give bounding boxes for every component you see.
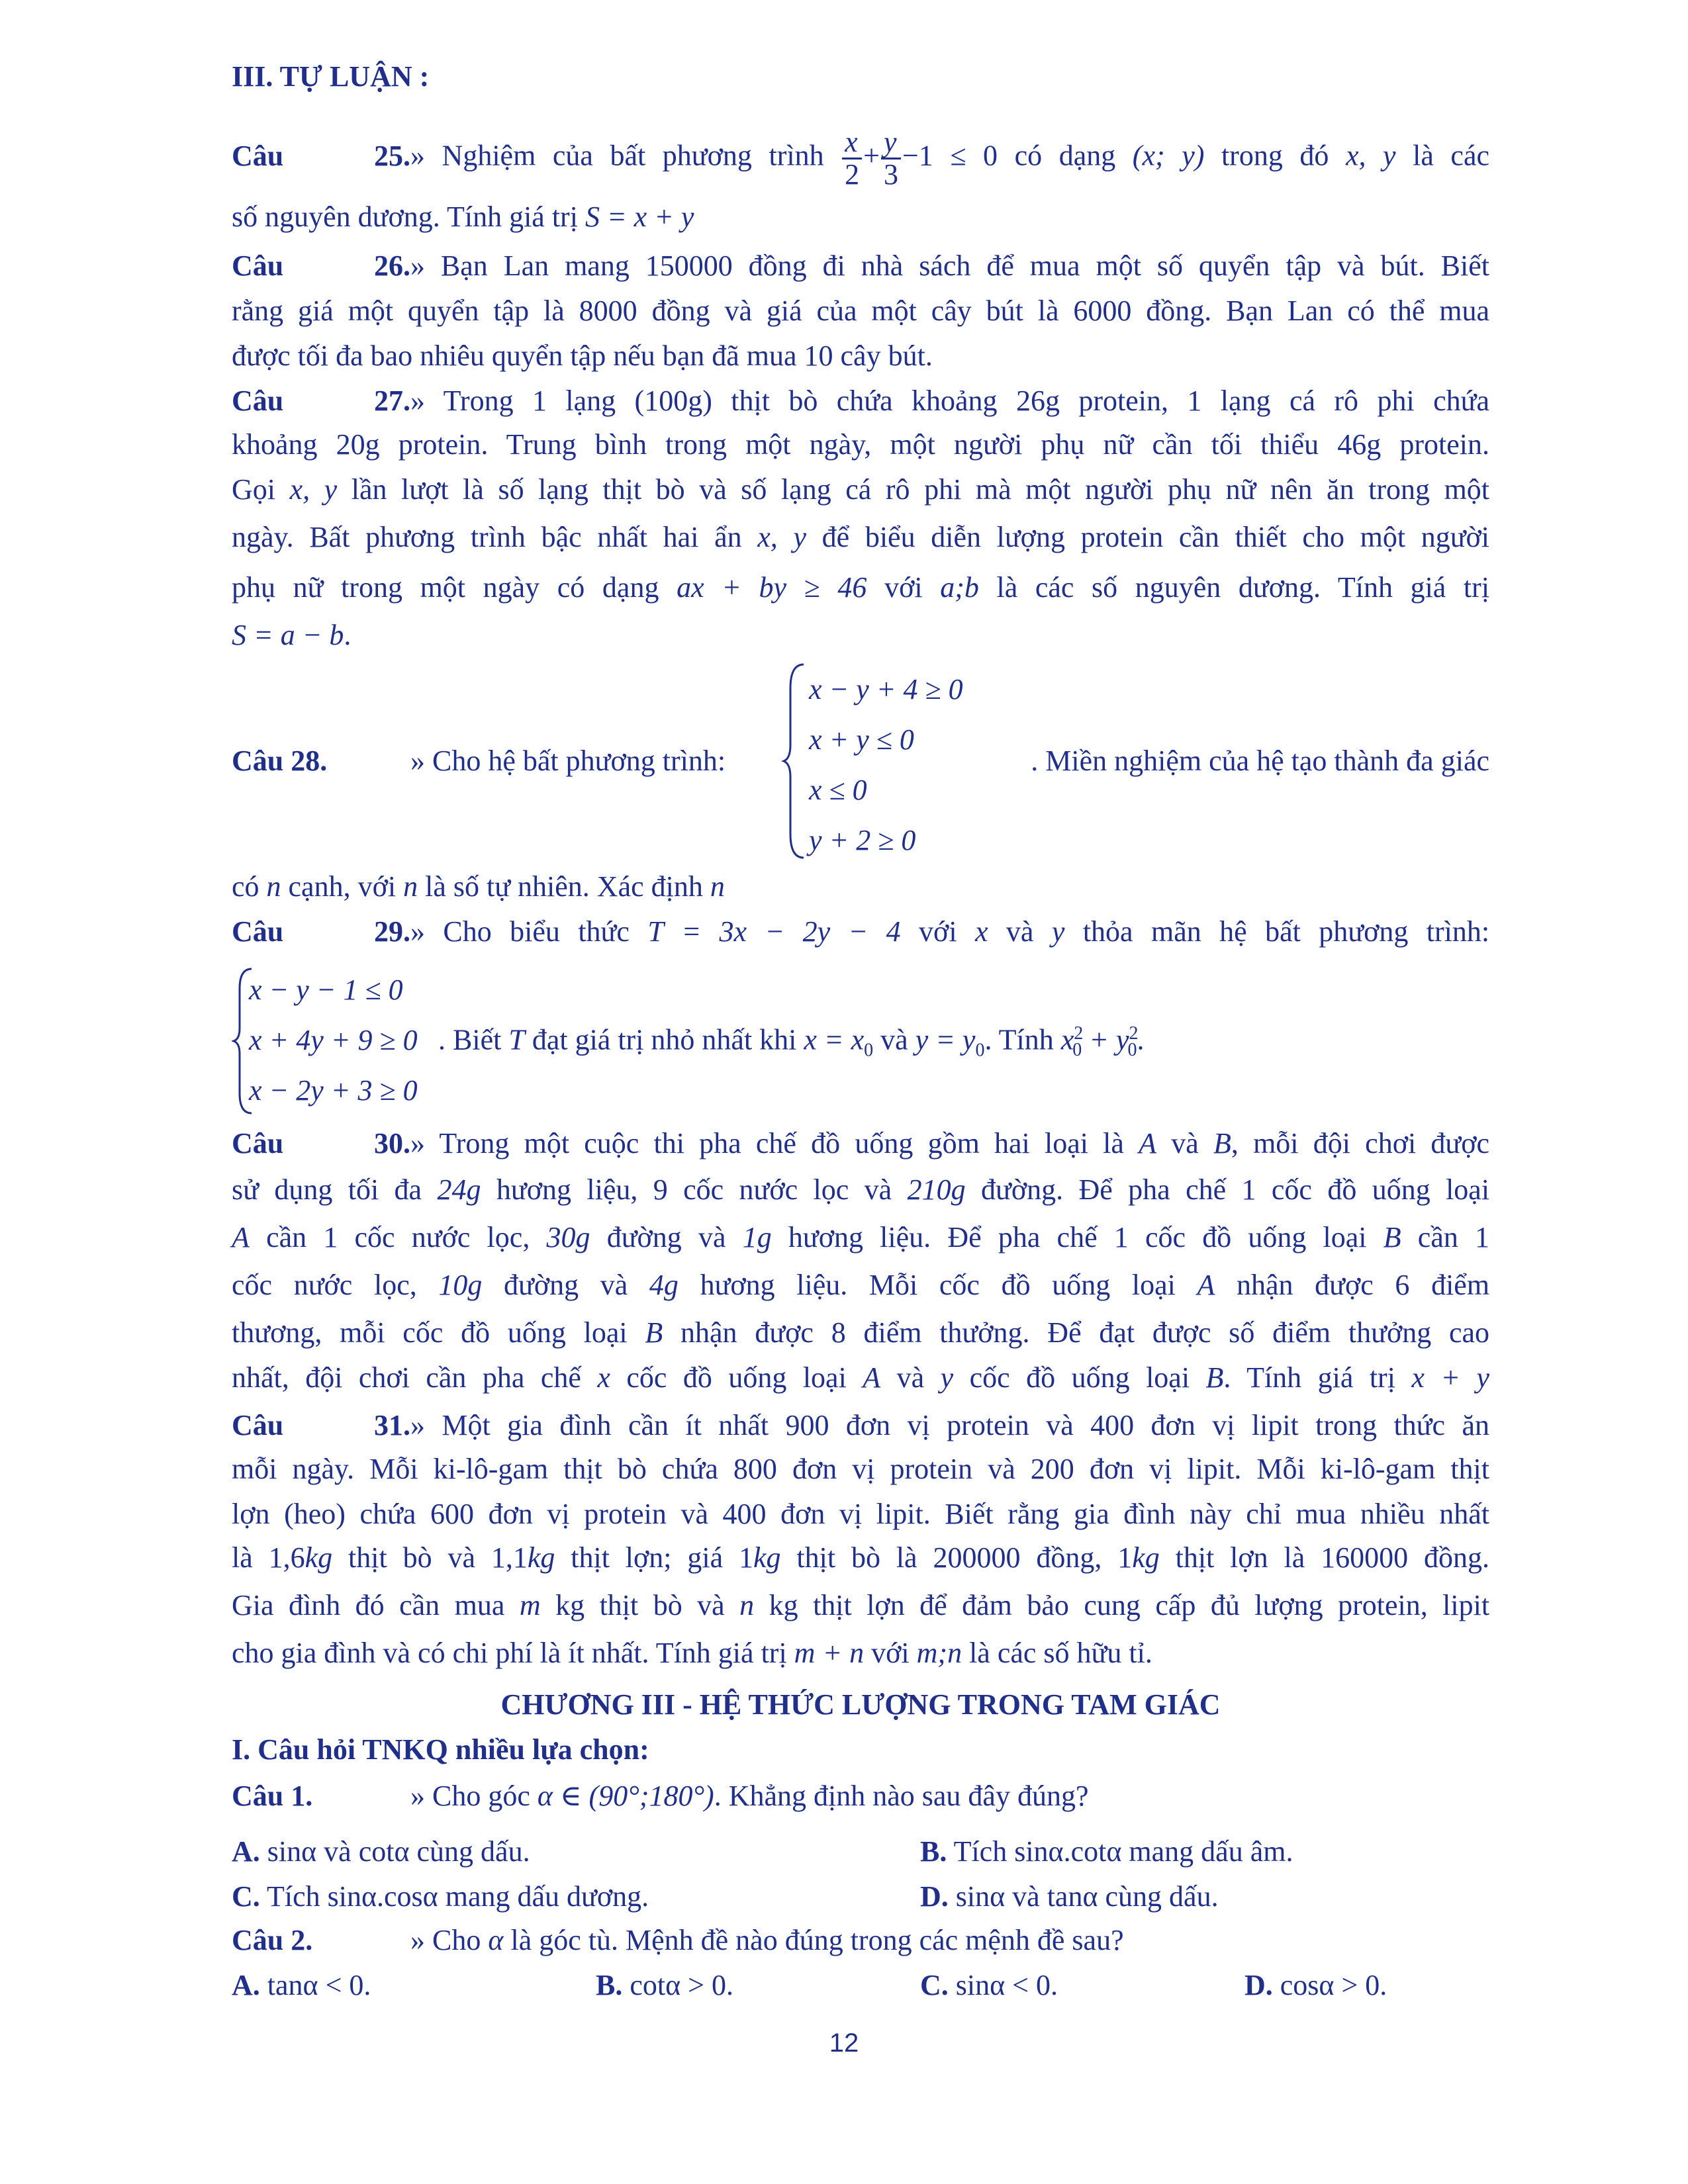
q30-line4: cốc nước lọc, 10g đường và 4g hương liệu. Mỗi cốc đồ uống loại A nhận được 6 điểm <box>232 1269 1490 1301</box>
mcq2-stem: Câu 2. » Cho α là góc tù. Mệnh đề nào đúng trong các mệnh đề sau? <box>232 1922 1489 1959</box>
q31-line6: cho gia đình và có chi phí là ít nhất. Tính giá trị m + n với m;n là các số hữu tỉ. <box>232 1637 1152 1669</box>
q30-line6: nhất, đội chơi cần pha chế x cốc đồ uống loại A và y cốc đồ uống loại B. Tính giá trị x + y <box>232 1361 1490 1394</box>
fraction-x-2: $\frac{x}{2}$ <box>842 127 862 190</box>
q27-line2: khoảng 20g protein. Trung bình trong một ngày, một người phụ nữ cần tối thiểu 46g protein. <box>232 428 1489 461</box>
mcq2-option-b: B. cotα > 0. <box>596 1969 733 2001</box>
q31-line2: mỗi ngày. Mỗi ki-lô-gam thịt bò chứa 800 đơn vị protein và 200 đơn vị lipit. Mỗi ki-lô-gam thịt <box>232 1453 1489 1485</box>
mcq1-option-d: D. sinα và tanα cùng dấu. <box>920 1880 1219 1913</box>
q27-line5: phụ nữ trong một ngày có dạng ax + by ≥ 46 với a;b là các số nguyên dương. Tính giá trị <box>232 571 1490 604</box>
q28-brace <box>781 662 808 860</box>
q26-line1: Câu 26.» Bạn Lan mang 150000 đồng đi nhà sách để mua một số quyển tập và bút. Biết <box>232 248 1489 285</box>
q29-label: Câu 29. <box>232 915 410 948</box>
q31-line4: là 1,6kg thịt bò và 1,1kg thịt lợn; giá 1kg thịt bò là 200000 đồng, 1kg thịt lợn là 160000 đồng. <box>232 1541 1490 1574</box>
q26-line2: rằng giá một quyển tập là 8000 đồng và giá của một cây bút là 6000 đồng. Bạn Lan có thể mua <box>232 295 1489 327</box>
q29-eq2: x + 4y + 9 ≥ 0 <box>249 1024 418 1056</box>
q27-label: Câu 27. <box>232 385 410 417</box>
q29-line-mid: . Biết T đạt giá trị nhỏ nhất khi $x = x_0$ và $y = y_0$. Tính $x^2_0 + y^2_0$. <box>438 1023 1145 1061</box>
q27-line4: ngày. Bất phương trình bậc nhất hai ẩn x, y để biểu diễn lượng protein cần thiết cho một người <box>232 521 1490 553</box>
mcq1-option-b: B. Tích sinα.cotα mang dấu âm. <box>920 1835 1293 1868</box>
q27-line6: S = a − b. <box>232 619 352 651</box>
q25-line2: số nguyên dương. Tính giá trị S = x + y <box>232 201 694 233</box>
q25-label: Câu 25. <box>232 139 410 172</box>
q28-line2: có n cạnh, với n là số tự nhiên. Xác định n <box>232 870 725 903</box>
q31-line5: Gia đình đó cần mua m kg thịt bò và n kg thịt lợn để đảm bảo cung cấp đủ lượng protein, lipit <box>232 1589 1490 1621</box>
mcq2-option-c: C. sinα < 0. <box>920 1969 1058 2001</box>
q28-eq2: x + y ≤ 0 <box>809 723 914 756</box>
q25-line1: Câu 25.» Nghiệm của bất phương trình $\frac{x}{2}$ + $\frac{y}{3}$ −1 ≤ 0 có dạng (x; y) trong đó x, y là các <box>232 126 1490 191</box>
q29-eq3: x − 2y + 3 ≥ 0 <box>249 1074 418 1107</box>
fraction-y-3: $\frac{y}{3}$ <box>881 127 901 190</box>
q27-line3: Gọi x, y lần lượt là số lạng thịt bò và số lạng cá rô phi mà một người phụ nữ nên ăn trong một <box>232 473 1490 506</box>
q26-line3: được tối đa bao nhiêu quyển tập nếu bạn đã mua 10 cây bút. <box>232 340 933 372</box>
mcq2-option-d: D. cosα > 0. <box>1244 1969 1387 2001</box>
q28-label: Câu 28. <box>232 745 328 777</box>
q30-line2: sử dụng tối đa 24g hương liệu, 9 cốc nước lọc và 210g đường. Để pha chế 1 cốc đồ uống loại <box>232 1173 1490 1206</box>
q29-system <box>249 965 418 1116</box>
q30-line5: thương, mỗi cốc đồ uống loại B nhận được 8 điểm thưởng. Để đạt được số điểm thưởng cao <box>232 1316 1490 1349</box>
q28-system <box>809 664 963 866</box>
mcq1-label: Câu 1. <box>232 1780 313 1812</box>
q27-line1: Câu 27.» Trong 1 lạng (100g) thịt bò chứa khoảng 26g protein, 1 lạng cá rô phi chứa <box>232 383 1489 420</box>
page-number: 12 <box>829 2028 859 2058</box>
mcq1-stem: Câu 1. » Cho góc α ∈ (90°;180°). Khẳng định nào sau đây đúng? <box>232 1778 1489 1815</box>
mcq1-option-c: C. Tích sinα.cosα mang dấu dương. <box>232 1880 649 1913</box>
q28-line1: Câu 28. » Cho hệ bất phương trình: <box>232 743 1489 780</box>
q28-eq1: x − y + 4 ≥ 0 <box>809 673 963 705</box>
q30-line1: Câu 30.» Trong một cuộc thi pha chế đồ uống gồm hai loại là A và B, mỗi đội chơi được <box>232 1125 1489 1162</box>
subsection-title: I. Câu hỏi TNKQ nhiều lựa chọn: <box>232 1733 649 1766</box>
q26-label: Câu 26. <box>232 250 410 282</box>
chapter-title: CHƯƠNG III - HỆ THỨC LƯỢNG TRONG TAM GIÁC <box>500 1688 1221 1721</box>
q29-line1: Câu 29.» Cho biểu thức T = 3x − 2y − 4 với x và y thỏa mãn hệ bất phương trình: <box>232 913 1489 950</box>
mcq2-label: Câu 2. <box>232 1924 313 1956</box>
q31-line3: lợn (heo) chứa 600 đơn vị protein và 400 đơn vị lipit. Biết rằng gia đình này chỉ mua nhiều nhất <box>232 1498 1489 1530</box>
q28-eq4: y + 2 ≥ 0 <box>809 824 916 856</box>
q31-label: Câu 31. <box>232 1409 410 1441</box>
q31-line1: Câu 31.» Một gia đình cần ít nhất 900 đơn vị protein và 400 đơn vị lipit trong thức ăn <box>232 1407 1489 1444</box>
section-title: III. TỰ LUẬN : <box>232 60 430 93</box>
mcq2-option-a: A. tanα < 0. <box>232 1969 371 2001</box>
q29-eq1: x − y − 1 ≤ 0 <box>249 974 403 1006</box>
q28-eq3: x ≤ 0 <box>809 774 867 806</box>
q30-line3: A cần 1 cốc nước lọc, 30g đường và 1g hương liệu. Để pha chế 1 cốc đồ uống loại B cần 1 <box>232 1221 1490 1253</box>
q28-line1-end: . Miền nghiệm của hệ tạo thành đa giác <box>1031 745 1489 777</box>
q30-label: Câu 30. <box>232 1127 410 1160</box>
mcq1-option-a: A. sinα và cotα cùng dấu. <box>232 1835 530 1868</box>
